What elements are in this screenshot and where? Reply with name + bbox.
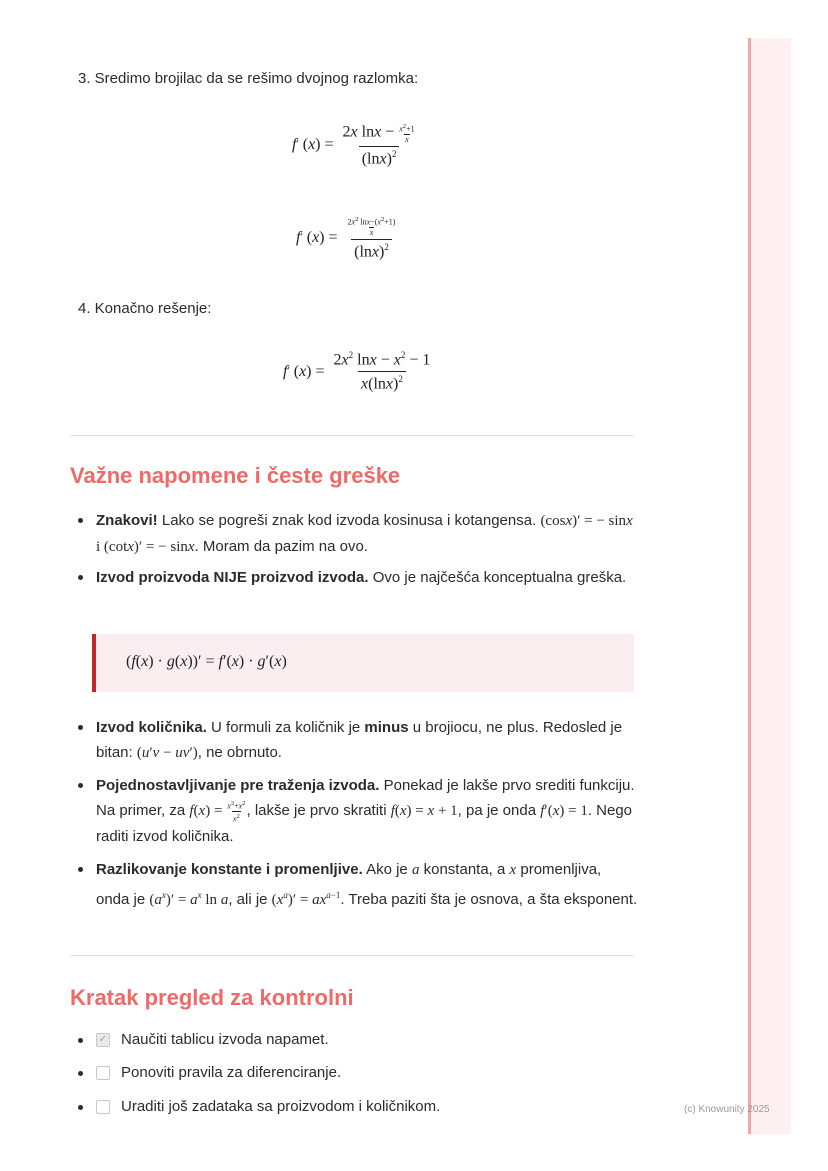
section-title-review: Kratak pregled za kontrolni — [70, 985, 354, 1010]
document-content: 3. Sredimo brojilac da se rešimo dvojnog razlomka: f ′ ( x ) = 2x lnx − $\frac{x^2+1}{x}$ $(\ln x)^2$ f ′ ( x ) = $\frac{\frac{2x^2 \ln x-(x^2+1)}{x}}{(\ln x)^2}$ 4. Konačno rešenje: f ′ ( x ) = $\frac{2x^2 \ln x - x^2 - 1}{x(\ln x)^2}$ Važne napomene i česte greške Znakovi! Lako se pogreši znak kod izvoda kosinusa i kotangensa. (cosx)′ = − sinx i (cotx)′ = − sinx. Moram da pazim na ovo. Izvod proizvoda NIJE proizvod izvoda. Ovo je najčešća konceptualna greška. (f(x) · g(x))′ = f′(x) · g′(x) Izvod količnika. U formuli za količnik je minus u brojiocu, ne plus. Redosled je bitan: (u′v − uv′), ne obrnuto. Pojednostavljivanje pre traženja izvoda. Ponekad je lakše prvo srediti funkciju. Na primer, za f(x) = $\frac{x^3+x^2}{x^2}$ , lakše je prvo skratiti f(x) = x + 1, pa je onda f′(x) = 1. Nego raditi izvod količnika. Razlikovanje konstante i promenljive. Ako je a konstanta, a x promenljiva, onda je $(a^x)' = a^x$ ln a, ali je $(x^a)' = ax^{a-1}$. Treba paziti šta je osnova, a šta eksponent. Kratak pregled za kontrolni ✓ Naučiti tablicu izvoda napamet. Ponoviti pravila za diferenciranje. Uraditi još zadataka sa proizvodom i količnikom. — [70, 70, 638, 1115]
note-item-simplify: Pojednostavljivanje pre traženja izvoda. Ponekad je lakše prvo srediti funkciju. Na primer, za f(x) = $\frac{x^3+x^2}{x^2}$ , lakše je prvo skratiti f(x) = x + 1, pa je onda f′(x) = 1. Nego raditi izvod količnika. — [78, 773, 638, 849]
checkbox-icon[interactable] — [96, 1066, 110, 1080]
copyright: (c) Knowunity 2025 — [684, 1104, 770, 1115]
step-3: 3. Sredimo brojilac da se rešimo dvojnog razlomka: — [78, 70, 419, 87]
checkbox-icon[interactable] — [96, 1100, 110, 1114]
checkbox-checked-icon[interactable]: ✓ — [96, 1033, 110, 1047]
note-item-signs: Znakovi! Lako se pogreši znak kod izvoda kosinusa i kotangensa. (cosx)′ = − sinx i (cotx)′ = − sinx. Moram da pazim na ovo. — [78, 508, 638, 560]
product-rule-callout: (f(x) · g(x))′ = f′(x) · g′(x) — [92, 634, 634, 692]
equation-2: f ′ ( x ) = $\frac{\frac{2x^2 \ln x-(x^2+1)}{x}}{(\ln x)^2}$ — [296, 216, 396, 260]
divider-1 — [70, 435, 634, 436]
side-accent-line — [748, 38, 751, 1134]
note-item-quotient: Izvod količnika. U formuli za količnik je minus u brojiocu, ne plus. Redosled je bitan: (u′v − uv′), ne obrnuto. — [78, 715, 638, 766]
step-4: 4. Konačno rešenje: — [78, 300, 212, 317]
note-item-product: Izvod proizvoda NIJE proizvod izvoda. Ovo je najčešća konceptualna greška. — [78, 565, 638, 590]
section-title-notes: Važne napomene i česte greške — [70, 463, 401, 488]
equation-final: f ′ ( x ) = $\frac{2x^2 \ln x - x^2 - 1}{x(\ln x)^2}$ — [283, 350, 431, 393]
note-item-constant: Razlikovanje konstante i promenljive. Ako je a konstanta, a x promenljiva, onda je $(a^x)' = a^x$ ln a, ali je $(x^a)' = ax^{a-1}$. Treba paziti šta je osnova, a šta eksponent. — [78, 857, 638, 913]
divider-2 — [70, 955, 634, 956]
equation-1: f ′ ( x ) = 2x lnx − $\frac{x^2+1}{x}$ $(\ln x)^2$ — [292, 123, 415, 167]
side-panel — [748, 38, 791, 1134]
